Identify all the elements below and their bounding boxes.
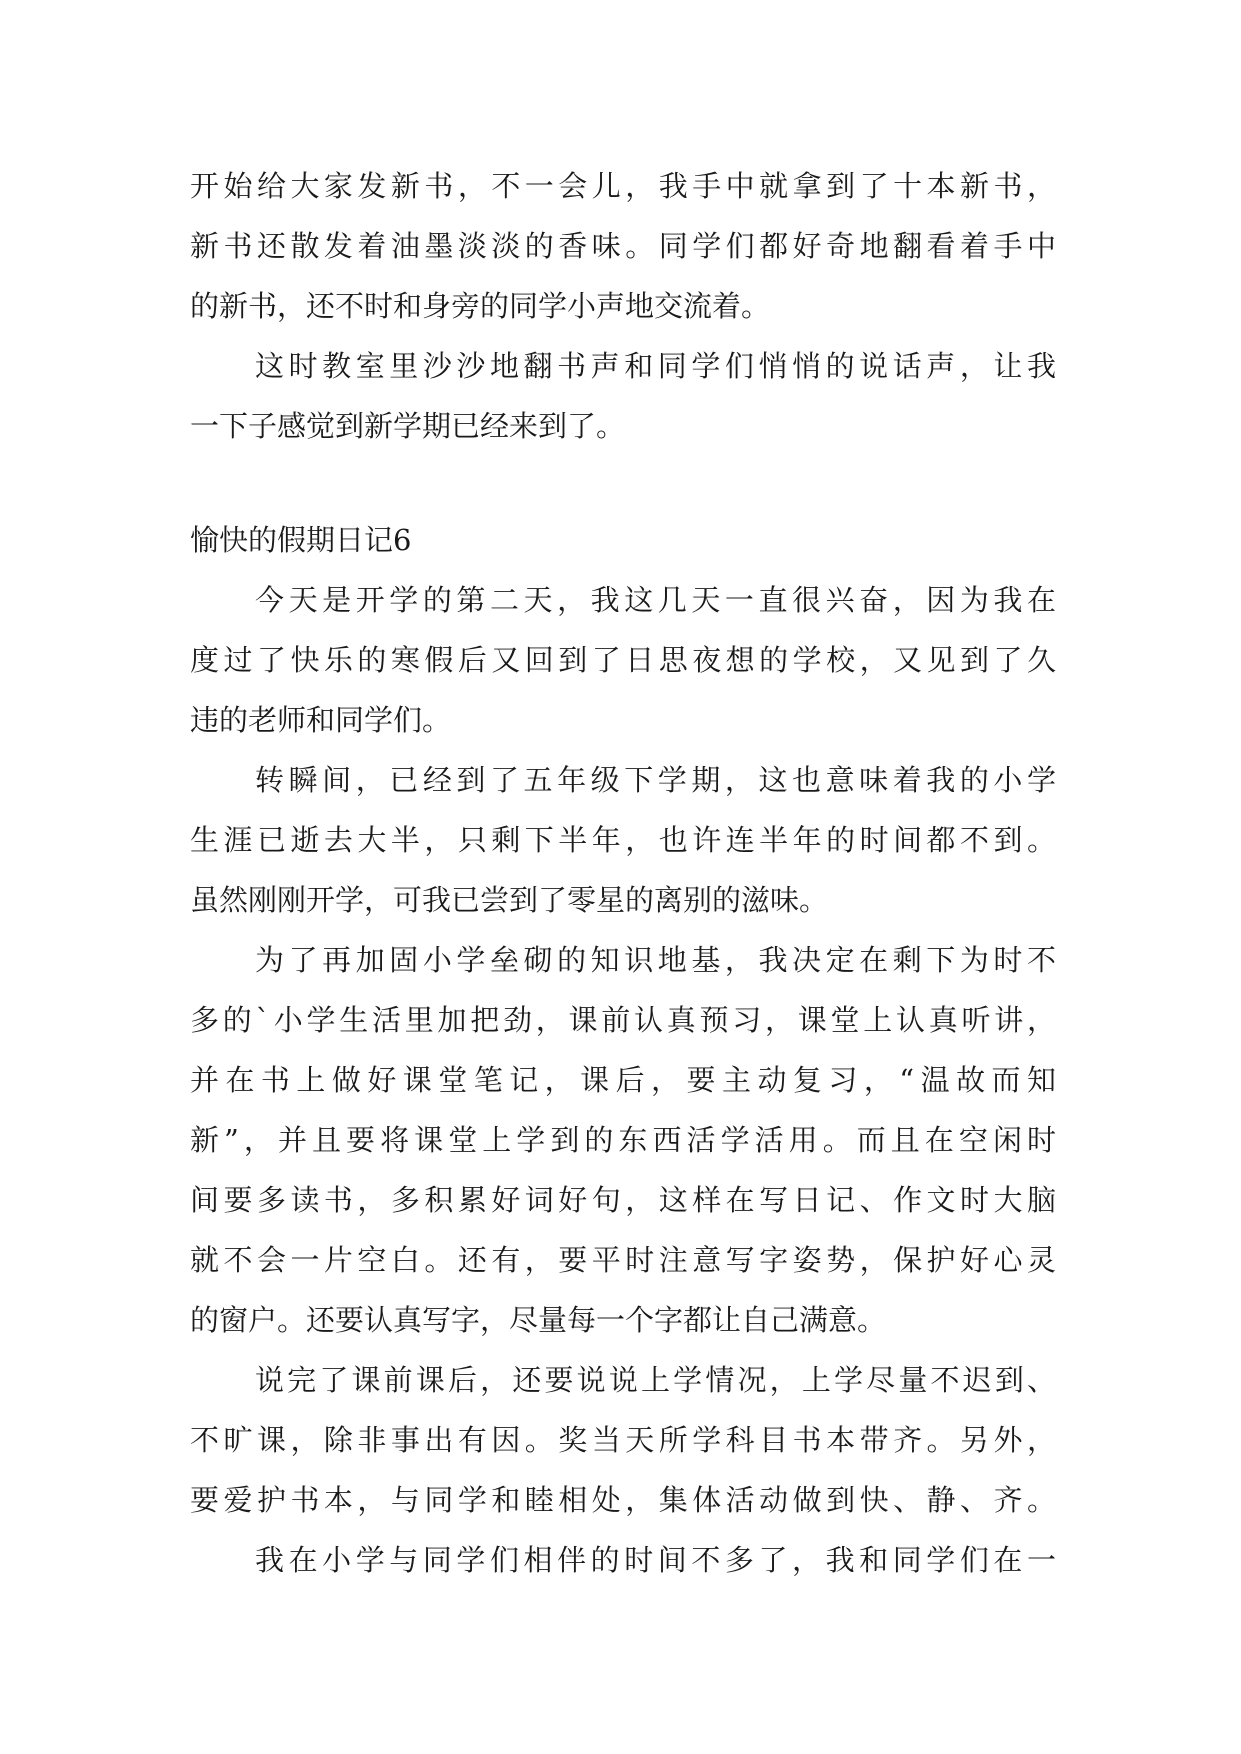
paragraph-line: 不旷课，除非事出有因。奖当天所学科目书本带齐。另外，: [190, 1423, 1056, 1457]
paragraph-line: 的新书，还不时和身旁的同学小声地交流着。: [190, 289, 771, 323]
paragraph-line: 度过了快乐的寒假后又回到了日思夜想的学校，又见到了久: [190, 643, 1056, 677]
paragraph-line: 说完了课前课后，还要说说上学情况，上学尽量不迟到、: [255, 1363, 1056, 1397]
paragraph-line: 新”，并且要将课堂上学到的东西活学活用。而且在空闲时: [190, 1123, 1056, 1157]
paragraph-line: 开始给大家发新书，不一会儿，我手中就拿到了十本新书，: [190, 169, 1056, 203]
paragraph-line: 这时教室里沙沙地翻书声和同学们悄悄的说话声，让我: [255, 349, 1056, 383]
section-heading: 愉快的假期日记6: [190, 523, 412, 557]
paragraph-line: 并在书上做好课堂笔记，课后，要主动复习，“温故而知: [190, 1063, 1056, 1097]
paragraph-line: 一下子感觉到新学期已经来到了。: [190, 409, 626, 443]
paragraph-line: 的窗户。还要认真写字，尽量每一个字都让自己满意。: [190, 1303, 887, 1337]
paragraph-line: 就不会一片空白。还有，要平时注意写字姿势，保护好心灵: [190, 1243, 1056, 1277]
paragraph-line: 为了再加固小学垒砌的知识地基，我决定在剩下为时不: [255, 943, 1056, 977]
paragraph-line: 今天是开学的第二天，我这几天一直很兴奋，因为我在: [255, 583, 1056, 617]
paragraph-line: 生涯已逝去大半，只剩下半年，也许连半年的时间都不到。: [190, 823, 1056, 857]
paragraph-line: 转瞬间，已经到了五年级下学期，这也意味着我的小学: [255, 763, 1056, 797]
paragraph-line: 要爱护书本，与同学和睦相处，集体活动做到快、静、齐。: [190, 1483, 1056, 1517]
paragraph-line: 间要多读书，多积累好词好句，这样在写日记、作文时大脑: [190, 1183, 1056, 1217]
paragraph-line: 我在小学与同学们相伴的时间不多了，我和同学们在一: [255, 1543, 1056, 1577]
paragraph-line: 新书还散发着油墨淡淡的香味。同学们都好奇地翻看着手中: [190, 229, 1056, 263]
paragraph-line: 违的老师和同学们。: [190, 703, 452, 737]
paragraph-line: 虽然刚刚开学，可我已尝到了零星的离别的滋味。: [190, 883, 829, 917]
paragraph-line: 多的`小学生活里加把劲，课前认真预习，课堂上认真听讲，: [190, 1003, 1056, 1037]
